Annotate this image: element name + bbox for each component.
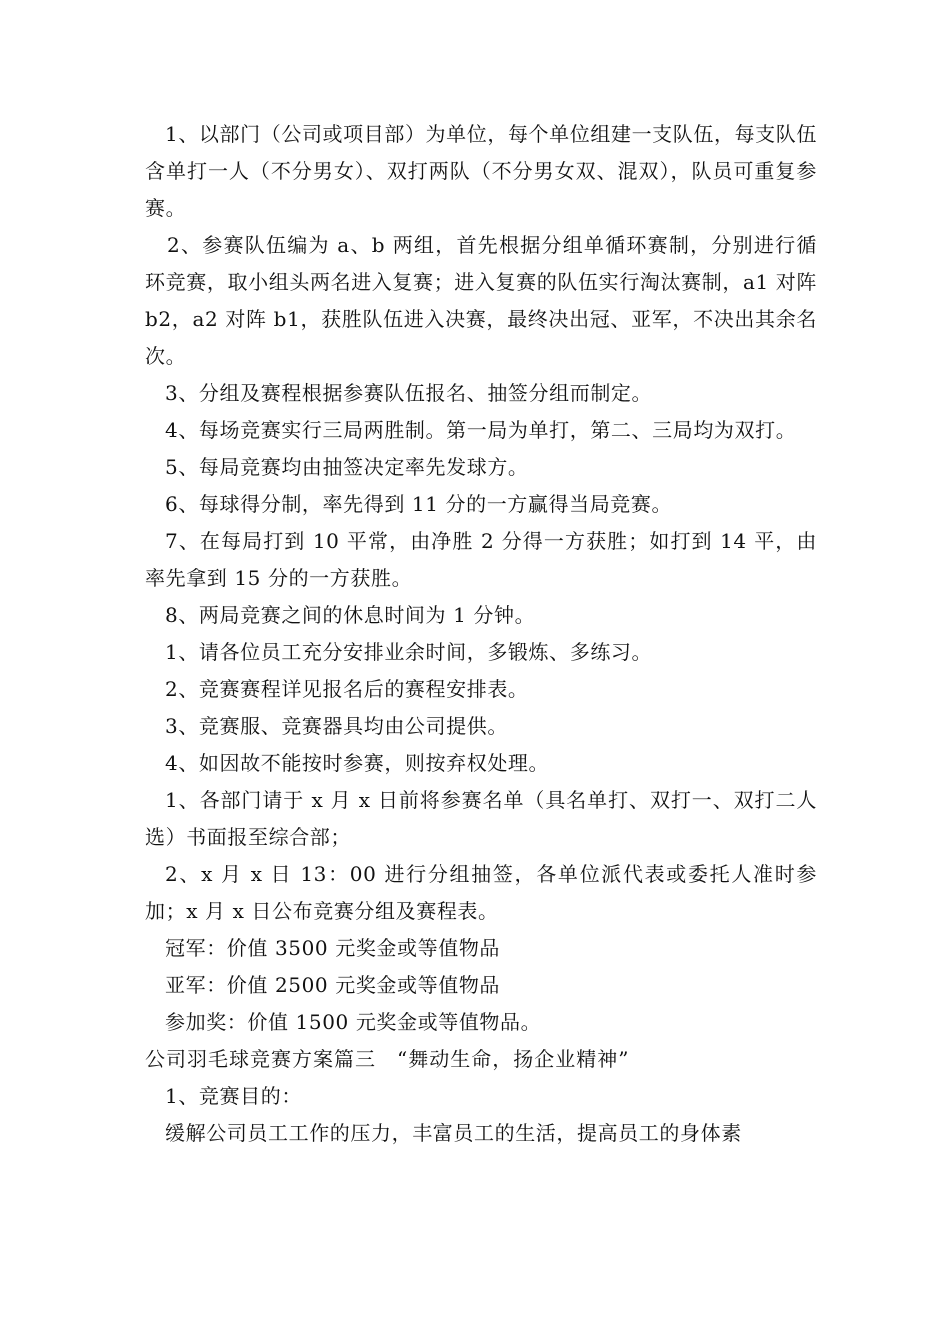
paragraph-forfeit-note: 4、如因故不能按时参赛，则按弃权处理。 — [165, 751, 550, 775]
paragraph-rest-time: 8、两局竞赛之间的休息时间为 1 分钟。 — [165, 603, 536, 627]
paragraph-group-format: 2、参赛队伍编为 a、b 两组，首先根据分组单循环赛制，分别进行循环竞赛，取小组头两名进入复赛；进入复赛的队伍实行淘汰赛制，a1 对阵 b2，a2 对阵 b1，获胜队伍进入决赛，最终决出冠、亚军，不决出其余名次。 — [145, 233, 817, 368]
paragraph-scoring-rule: 6、每球得分制，率先得到 11 分的一方赢得当局竞赛。 — [165, 492, 673, 516]
paragraph-schedule-note: 2、竞赛赛程详见报名后的赛程安排表。 — [165, 677, 529, 701]
paragraph-match-format: 4、每场竞赛实行三局两胜制。第一局为单打，第二、三局均为双打。 — [165, 418, 797, 442]
paragraph-schedule-basis: 3、分组及赛程根据参赛队伍报名、抽签分组而制定。 — [165, 381, 653, 405]
paragraph-practice-note: 1、请各位员工充分安排业余时间，多锻炼、多练习。 — [165, 640, 653, 664]
paragraph-registration: 1、各部门请于 x 月 x 日前将参赛名单（具名单打、双打一、双打二人选）书面报至综合部； — [145, 788, 817, 849]
paragraph-deuce-rule: 7、在每局打到 10 平常，由净胜 2 分得一方获胜；如打到 14 平，由率先拿到 15 分的一方获胜。 — [145, 529, 817, 590]
paragraph-runner-up-prize: 亚军：价值 2500 元奖金或等值物品 — [165, 973, 501, 997]
paragraph-participation-prize: 参加奖：价值 1500 元奖金或等值物品。 — [165, 1010, 542, 1034]
paragraph-purpose-text: 缓解公司员工工作的压力，丰富员工的生活，提高员工的身体素 — [165, 1121, 742, 1145]
paragraph-equipment-note: 3、竞赛服、竞赛器具均由公司提供。 — [165, 714, 508, 738]
paragraph-champion-prize: 冠军：价值 3500 元奖金或等值物品 — [165, 936, 501, 960]
paragraph-purpose-title: 1、竞赛目的： — [165, 1084, 302, 1108]
section-heading: 公司羽毛球竞赛方案篇三 “舞动生命，扬企业精神” — [145, 1047, 630, 1071]
paragraph-serve-rule: 5、每局竞赛均由抽签决定率先发球方。 — [165, 455, 529, 479]
document-body — [145, 116, 817, 1152]
paragraph-draw-time: 2、x 月 x 日 13：00 进行分组抽签，各单位派代表或委托人准时参加；x 月 x 日公布竞赛分组及赛程表。 — [145, 862, 817, 923]
paragraph-team-formation: 1、以部门（公司或项目部）为单位，每个单位组建一支队伍，每支队伍含单打一人（不分男女）、双打两队（不分男女双、混双），队员可重复参赛。 — [145, 122, 817, 220]
